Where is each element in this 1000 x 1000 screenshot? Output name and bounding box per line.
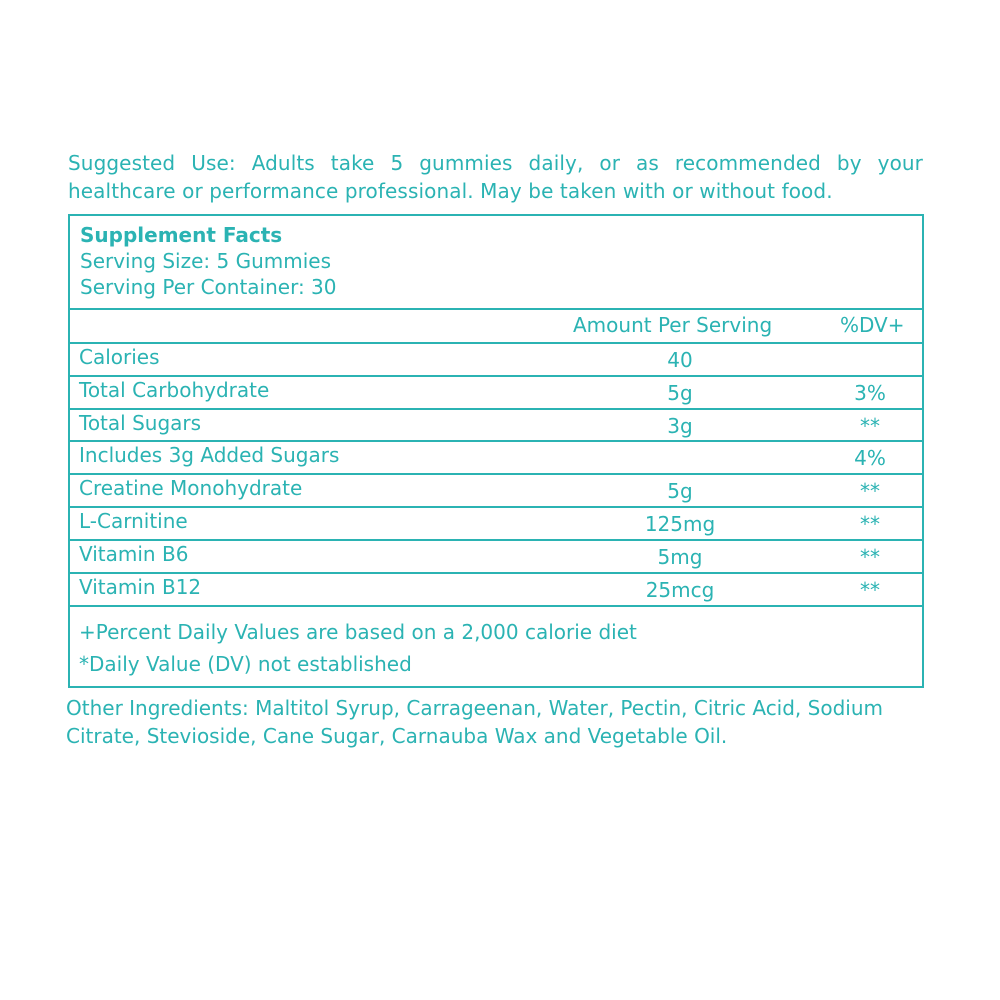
nutrient-name: Creatine Monohydrate <box>79 476 303 501</box>
nutrient-dv: ** <box>860 479 880 504</box>
nutrient-amount: 5mg <box>657 544 703 569</box>
nutrient-name: Total Sugars <box>79 410 202 435</box>
nutrient-row <box>70 573 922 606</box>
suggested-use-line1: Suggested Use: Adults take 5 gummies daily, or as recommended by your <box>68 151 923 175</box>
nutrient-row <box>70 343 922 376</box>
header-divider <box>70 308 922 310</box>
supplement-facts-panel <box>68 214 924 688</box>
nutrient-name: L-Carnitine <box>79 509 188 533</box>
nutrient-dv: 4% <box>854 446 886 471</box>
nutrient-row <box>70 540 922 573</box>
nutrient-name: Vitamin B6 <box>79 541 189 566</box>
nutrient-row <box>70 474 922 507</box>
suggested-use-line2: healthcare or performance professional. May be taken with or without food. <box>68 179 833 203</box>
nutrient-dv: ** <box>860 512 880 536</box>
serving-size: Serving Size: 5 Gummies <box>80 249 331 273</box>
footnote-percent-dv: +Percent Daily Values are based on a 2,000 calorie diet <box>79 620 637 644</box>
nutrient-name: Total Carbohydrate <box>79 377 270 402</box>
nutrient-row <box>70 409 922 442</box>
facts-title: Supplement Facts <box>80 223 283 247</box>
column-header-amount: Amount Per Serving <box>573 313 773 337</box>
nutrient-row <box>70 441 922 474</box>
suggested-use <box>68 149 923 205</box>
footnote-dv-not-established: *Daily Value (DV) not established <box>79 652 412 676</box>
nutrient-amount: 40 <box>667 348 693 372</box>
nutrient-row <box>70 376 922 409</box>
nutrient-dv: ** <box>860 577 880 602</box>
nutrient-amount: 5g <box>667 479 693 504</box>
nutrient-dv: ** <box>860 413 880 438</box>
nutrient-amount: 3g <box>667 413 693 438</box>
other-ingredients: Other Ingredients: Maltitol Syrup, Carrageenan, Water, Pectin, Citric Acid, Sodium Citrate, Stevioside, Cane Sugar, Carnauba Wax and Vegetable Oil. <box>66 696 883 748</box>
nutrient-name: Calories <box>79 345 160 369</box>
nutrient-name: Vitamin B12 <box>79 574 202 599</box>
nutrient-dv: ** <box>860 544 880 569</box>
footnotes <box>79 616 637 680</box>
nutrient-row <box>70 507 922 540</box>
nutrient-amount: 5g <box>667 380 693 405</box>
servings-per-container: Serving Per Container: 30 <box>80 275 337 299</box>
nutrient-amount: 25mcg <box>645 577 715 602</box>
column-header-dv: %DV+ <box>840 313 905 337</box>
nutrient-amount: 125mg <box>644 512 716 536</box>
footnote-divider <box>70 605 922 607</box>
nutrient-name: Includes 3g Added Sugars <box>79 443 340 468</box>
nutrient-dv: 3% <box>854 380 886 405</box>
facts-header <box>80 222 337 300</box>
